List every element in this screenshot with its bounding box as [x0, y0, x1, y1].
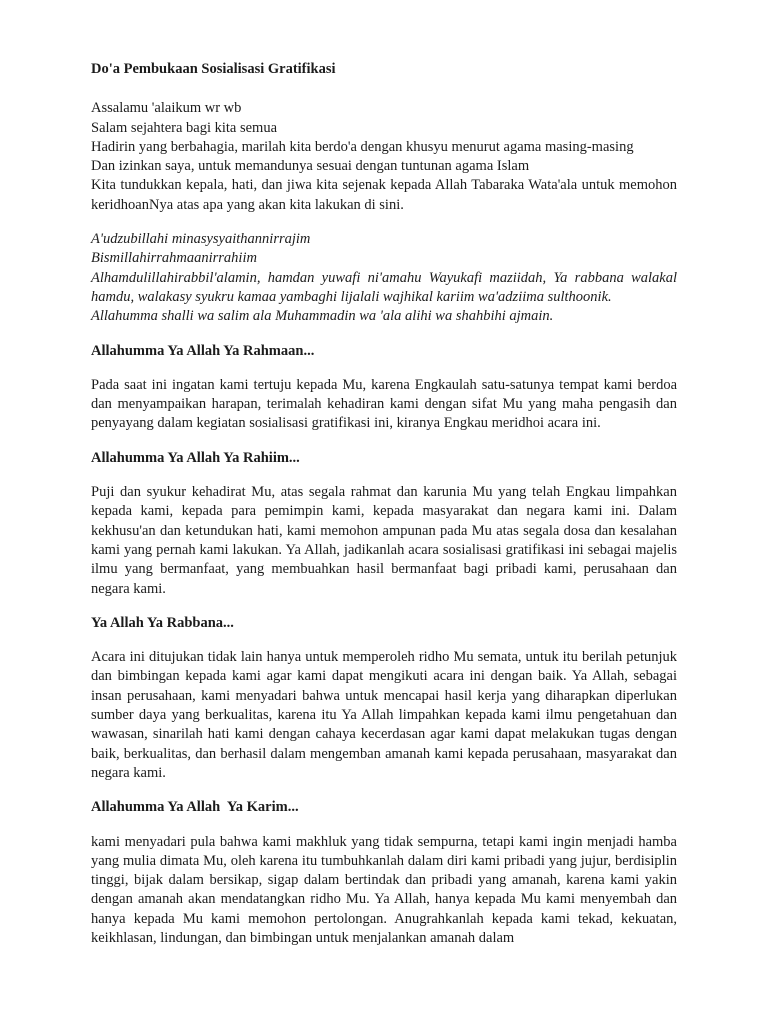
document-title: Do'a Pembukaan Sosialisasi Gratifikasi: [91, 61, 336, 77]
greeting-line-4: Dan izinkan saya, untuk memandunya sesuai dengan tuntunan agama Islam: [91, 158, 530, 175]
section-rabbana: [91, 614, 677, 783]
section-heading-karim: Allahumma Ya Allah Ya Karim...: [91, 799, 299, 816]
section-rahiim: [91, 449, 677, 599]
prayer-line-3: Alhamdulillahirabbil'alamin, hamdan yuwafi ni'amahu Wayukafi maziidah, Ya rabbana walakal hamdu, walakasy syukru kamaa yambaghi lijalali wajhikal kariim wa'adziima sulthoonik.: [91, 269, 677, 305]
section-heading-rabbana: Ya Allah Ya Rabbana...: [91, 614, 234, 631]
section-karim: [91, 798, 677, 948]
prayer-line-1: A'udzubillahi minasysyaithannirrajim: [91, 231, 311, 248]
arabic-transliteration-block: [91, 230, 677, 326]
prayer-line-2: Bismillahirrahmaanirrahiim: [91, 250, 257, 267]
section-body-karim: kami menyadari pula bahwa kami makhluk yang tidak sempurna, tetapi kami ingin menjadi hamba yang mulia dimata Mu, oleh karena itu tumbuhkanlah dalam diri kami pribadi yang jujur, berdisiplin tinggi, bijak dalam bersikap, sigap dalam bertindak dan pribadi yang amanah, karena kami yakin dengan amanah akan mendatangkan ridho Mu. Ya Allah, hanya kepada Mu kami menyembah dan hanya kepada Mu kami memohon pertolongan. Anugrahkanlah kepada kami tekad, kekuatan, keikhlasan, lindungan, dan bimbingan untuk menjalankan amanah dalam: [91, 833, 677, 946]
prayer-line-4: Allahumma shalli wa salim ala Muhammadin wa 'ala alihi wa shahbihi ajmain.: [91, 308, 554, 325]
section-rahmaan: [91, 342, 677, 434]
section-body-rahiim: Puji dan syukur kehadirat Mu, atas segala rahmat dan karunia Mu yang telah Engkau limpahkan kepada kami, kepada para pemimpin kami, kepada masyarakat dan negara kami ini. Dalam kekhusu'an dan ketundukan hati, kami memohon ampunan pada Mu atas segala dosa dan kesalahan kami yang pernah kami lakukan. Ya Allah, jadikanlah acara sosialisasi gratifikasi ini sebagai majelis ilmu yang bermanfaat, yang membuahkan hasil bermanfaat bagi pribadi kami, perusahaan dan negara kami.: [91, 484, 677, 597]
greeting-line-2: Salam sejahtera bagi kita semua: [91, 119, 278, 136]
greeting-line-1: Assalamu 'alaikum wr wb: [91, 100, 242, 117]
greeting-closing-sentence: Kita tundukkan kepala, hati, dan jiwa kita sejenak kepada Allah Tabaraka Wata'ala untuk memohon keridhoanNya atas apa yang akan kita lakukan di sini.: [91, 177, 677, 213]
greeting-line-3: Hadirin yang berbahagia, marilah kita berdo'a dengan khusyu menurut agama masing-masing: [91, 138, 634, 155]
section-body-rahmaan: Pada saat ini ingatan kami tertuju kepada Mu, karena Engkaulah satu-satunya tempat kami berdoa dan menyampaikan harapan, terimalah kehadiran kami dengan sifat Mu yang maha pengasih dan penyayang dalam kegiatan sosialisasi gratifikasi ini, kiranya Engkau meridhoi acara ini.: [91, 376, 677, 432]
section-heading-rahmaan: Allahumma Ya Allah Ya Rahmaan...: [91, 342, 315, 359]
section-heading-rahiim: Allahumma Ya Allah Ya Rahiim...: [91, 449, 300, 466]
section-body-rabbana: Acara ini ditujukan tidak lain hanya untuk memperoleh ridho Mu semata, untuk itu berilah petunjuk dan bimbingan kepada kami agar kami dapat mengikuti acara ini dengan baik. Ya Allah, sebagai insan perusahaan, kami menyadari bahwa untuk mencapai hasil kerja yang diharapkan diperlukan sumber daya yang berkualitas, karena itu Ya Allah limpahkan kepada kami ilmu pengetahuan dan wawasan, sinarilah hati kami dengan cahaya kecerdasan agar kami dapat melakukan tugas dengan baik, berkualitas, dan berhasil dalam mengemban amanah kami kepada perusahaan, masyarakat dan negara kami.: [91, 649, 677, 781]
opening-greeting-block: [91, 99, 677, 215]
